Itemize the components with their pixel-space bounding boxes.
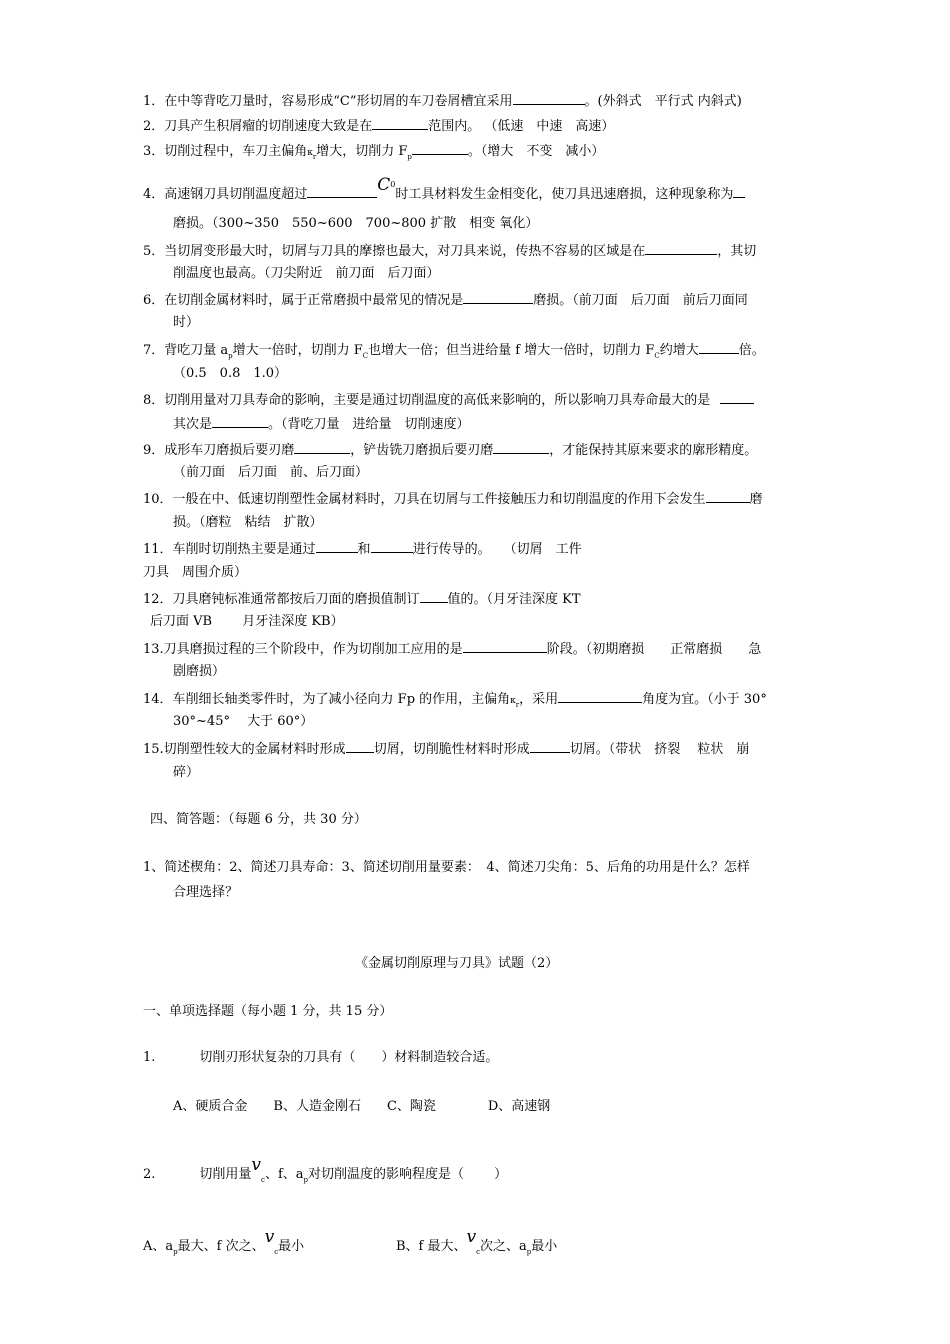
question-9-options: （前刀面 后刀面 前、后刀面）	[173, 465, 369, 480]
answer-blank	[316, 540, 358, 553]
answer-blank	[372, 117, 428, 130]
question-4-options: 磨损。（300~350 550~600 700~800 扩散 相变 氧化）	[173, 216, 539, 231]
question-10: 10．一般在中、低速切削塑性金属材料时，刀具在切屑与工件接触压力和切削温度的作用下会发生 磨	[143, 492, 763, 507]
question-3: 3．切削过程中，车刀主偏角$\kappa_r$增大，切削力 $F_p$ 。（增大 不变 减小）	[143, 144, 605, 161]
question-11-options: 刀具 周围介质）	[143, 565, 248, 580]
celsius-symbol: C	[377, 175, 391, 195]
question-6: 6．在切削金属材料时，属于正常磨损中最常见的情况是 磨损。（前刀面 后刀面 前后刀面同	[143, 293, 748, 308]
question-8: 8．切削用量对刀具寿命的影响，主要是通过切削温度的高低来影响的，所以影响刀具寿命最大的是	[143, 391, 754, 409]
mc-question-2: 2. 切削用量$v_c$、f、$a_p$对切削温度的影响程度是（ ）	[143, 1155, 508, 1184]
answer-blank	[493, 441, 549, 454]
mc-question-1-options: A、硬质合金 B、人造金刚石 C、陶瓷 D、高速钢	[173, 1099, 551, 1114]
answer-blank	[346, 740, 374, 753]
question-5: 5．当切屑变形最大时，切屑与刀具的摩擦也最大，对刀具来说，传热不容易的区域是在 ，其切	[143, 244, 757, 259]
question-6-options: 时）	[173, 315, 200, 330]
question-8-line2: 其次是 。（背吃刀量 进给量 切削速度）	[173, 417, 470, 432]
answer-blank	[412, 142, 468, 155]
answer-blank	[294, 441, 350, 454]
exam-title: 《金属切削原理与刀具》试题（2）	[355, 956, 559, 971]
question-4: 4．高速钢刀具切削温度超过 $C^0$时工具材料发生金相变化，使刀具迅速磨损，这种现象称为	[143, 185, 745, 203]
answer-blank	[463, 291, 533, 304]
velocity-symbol: v	[466, 1227, 477, 1247]
question-15-options: 碎）	[173, 765, 200, 780]
answer-blank	[720, 391, 754, 404]
answer-blank	[558, 690, 642, 703]
answer-blank	[420, 590, 448, 603]
question-10-options: 损。（磨粒 粘结 扩散）	[173, 515, 323, 530]
velocity-symbol: v	[251, 1155, 262, 1175]
answer-blank	[371, 540, 413, 553]
answer-blank	[513, 92, 585, 105]
question-7-options: （0.5 0.8 1.0）	[173, 366, 288, 381]
mc-question-1: 1. 切削刃形状复杂的刀具有（ ）材料制造较合适。	[143, 1050, 499, 1065]
answer-blank	[530, 740, 570, 753]
question-12: 12．刀具磨钝标准通常都按后刀面的磨损值制订 值的。（月牙洼深度 KT	[143, 592, 581, 607]
mc-question-2-option-b: B、f 最大、$v_c$次之、$a_p$最小	[396, 1227, 558, 1256]
velocity-symbol: v	[264, 1227, 275, 1247]
answer-blank	[733, 185, 745, 198]
question-7: 7．背吃刀量 $a_p$增大一倍时，切削力 $F_C$也增大一倍；但当进给量 f 增大一倍时，切削力 $F_C$约增大 倍。	[143, 343, 765, 360]
short-answer-questions-line2: 合理选择？	[173, 885, 239, 900]
question-2: 2．刀具产生积屑瘤的切削速度大致是在 范围内。 （低速 中速 高速）	[143, 119, 615, 134]
question-13-options: 剧磨损）	[173, 664, 226, 679]
answer-blank	[699, 341, 739, 354]
question-11: 11．车削时切削热主要是通过 和 进行传导的。 （切屑 工件	[143, 542, 582, 557]
answer-blank	[307, 185, 377, 198]
answer-blank	[212, 415, 268, 428]
question-15: 15.切削塑性较大的金属材料时形成 切屑，切削脆性材料时形成 切屑。（带状 挤裂 粒状 崩	[143, 742, 750, 757]
short-answer-questions: 1、简述楔角：2、简述刀具寿命：3、简述切削用量要素： 4、简述刀尖角：5、后角的功用是什么？怎样	[143, 860, 750, 875]
question-9: 9．成形车刀磨损后要刃磨 ，铲齿铣刀磨损后要刃磨 ，才能保持其原来要求的廓形精度。	[143, 443, 758, 458]
mc-question-2-option-a: A、$a_p$最大、f 次之、$v_c$最小	[143, 1227, 305, 1256]
question-12-options: 后刀面 VB 月牙洼深度 KB）	[150, 614, 344, 629]
section-heading-single-choice: 一、单项选择题（每小题 1 分，共 15 分）	[143, 1004, 393, 1019]
question-13: 13.刀具磨损过程的三个阶段中，作为切削加工应用的是 阶段。（初期磨损 正常磨损 急	[143, 642, 762, 657]
answer-blank	[463, 640, 547, 653]
question-14-options: 30°~45° 大于 60°）	[173, 714, 314, 729]
question-5-options: 削温度也最高。（刀尖附近 前刀面 后刀面）	[173, 266, 440, 281]
question-1: 1．在中等背吃刀量时，容易形成“C”形切屑的车刀卷屑槽宜采用 。(外斜式 平行式 内斜式)	[143, 94, 742, 109]
answer-blank	[706, 490, 750, 503]
section-heading-short-answer: 四、简答题：（每题 6 分，共 30 分）	[150, 812, 367, 827]
question-14: 14．车削细长轴类零件时，为了减小径向力 Fp 的作用，主偏角$\kappa_r$，采用 角度为宜。（小于 30°	[143, 692, 767, 709]
answer-blank	[645, 242, 717, 255]
